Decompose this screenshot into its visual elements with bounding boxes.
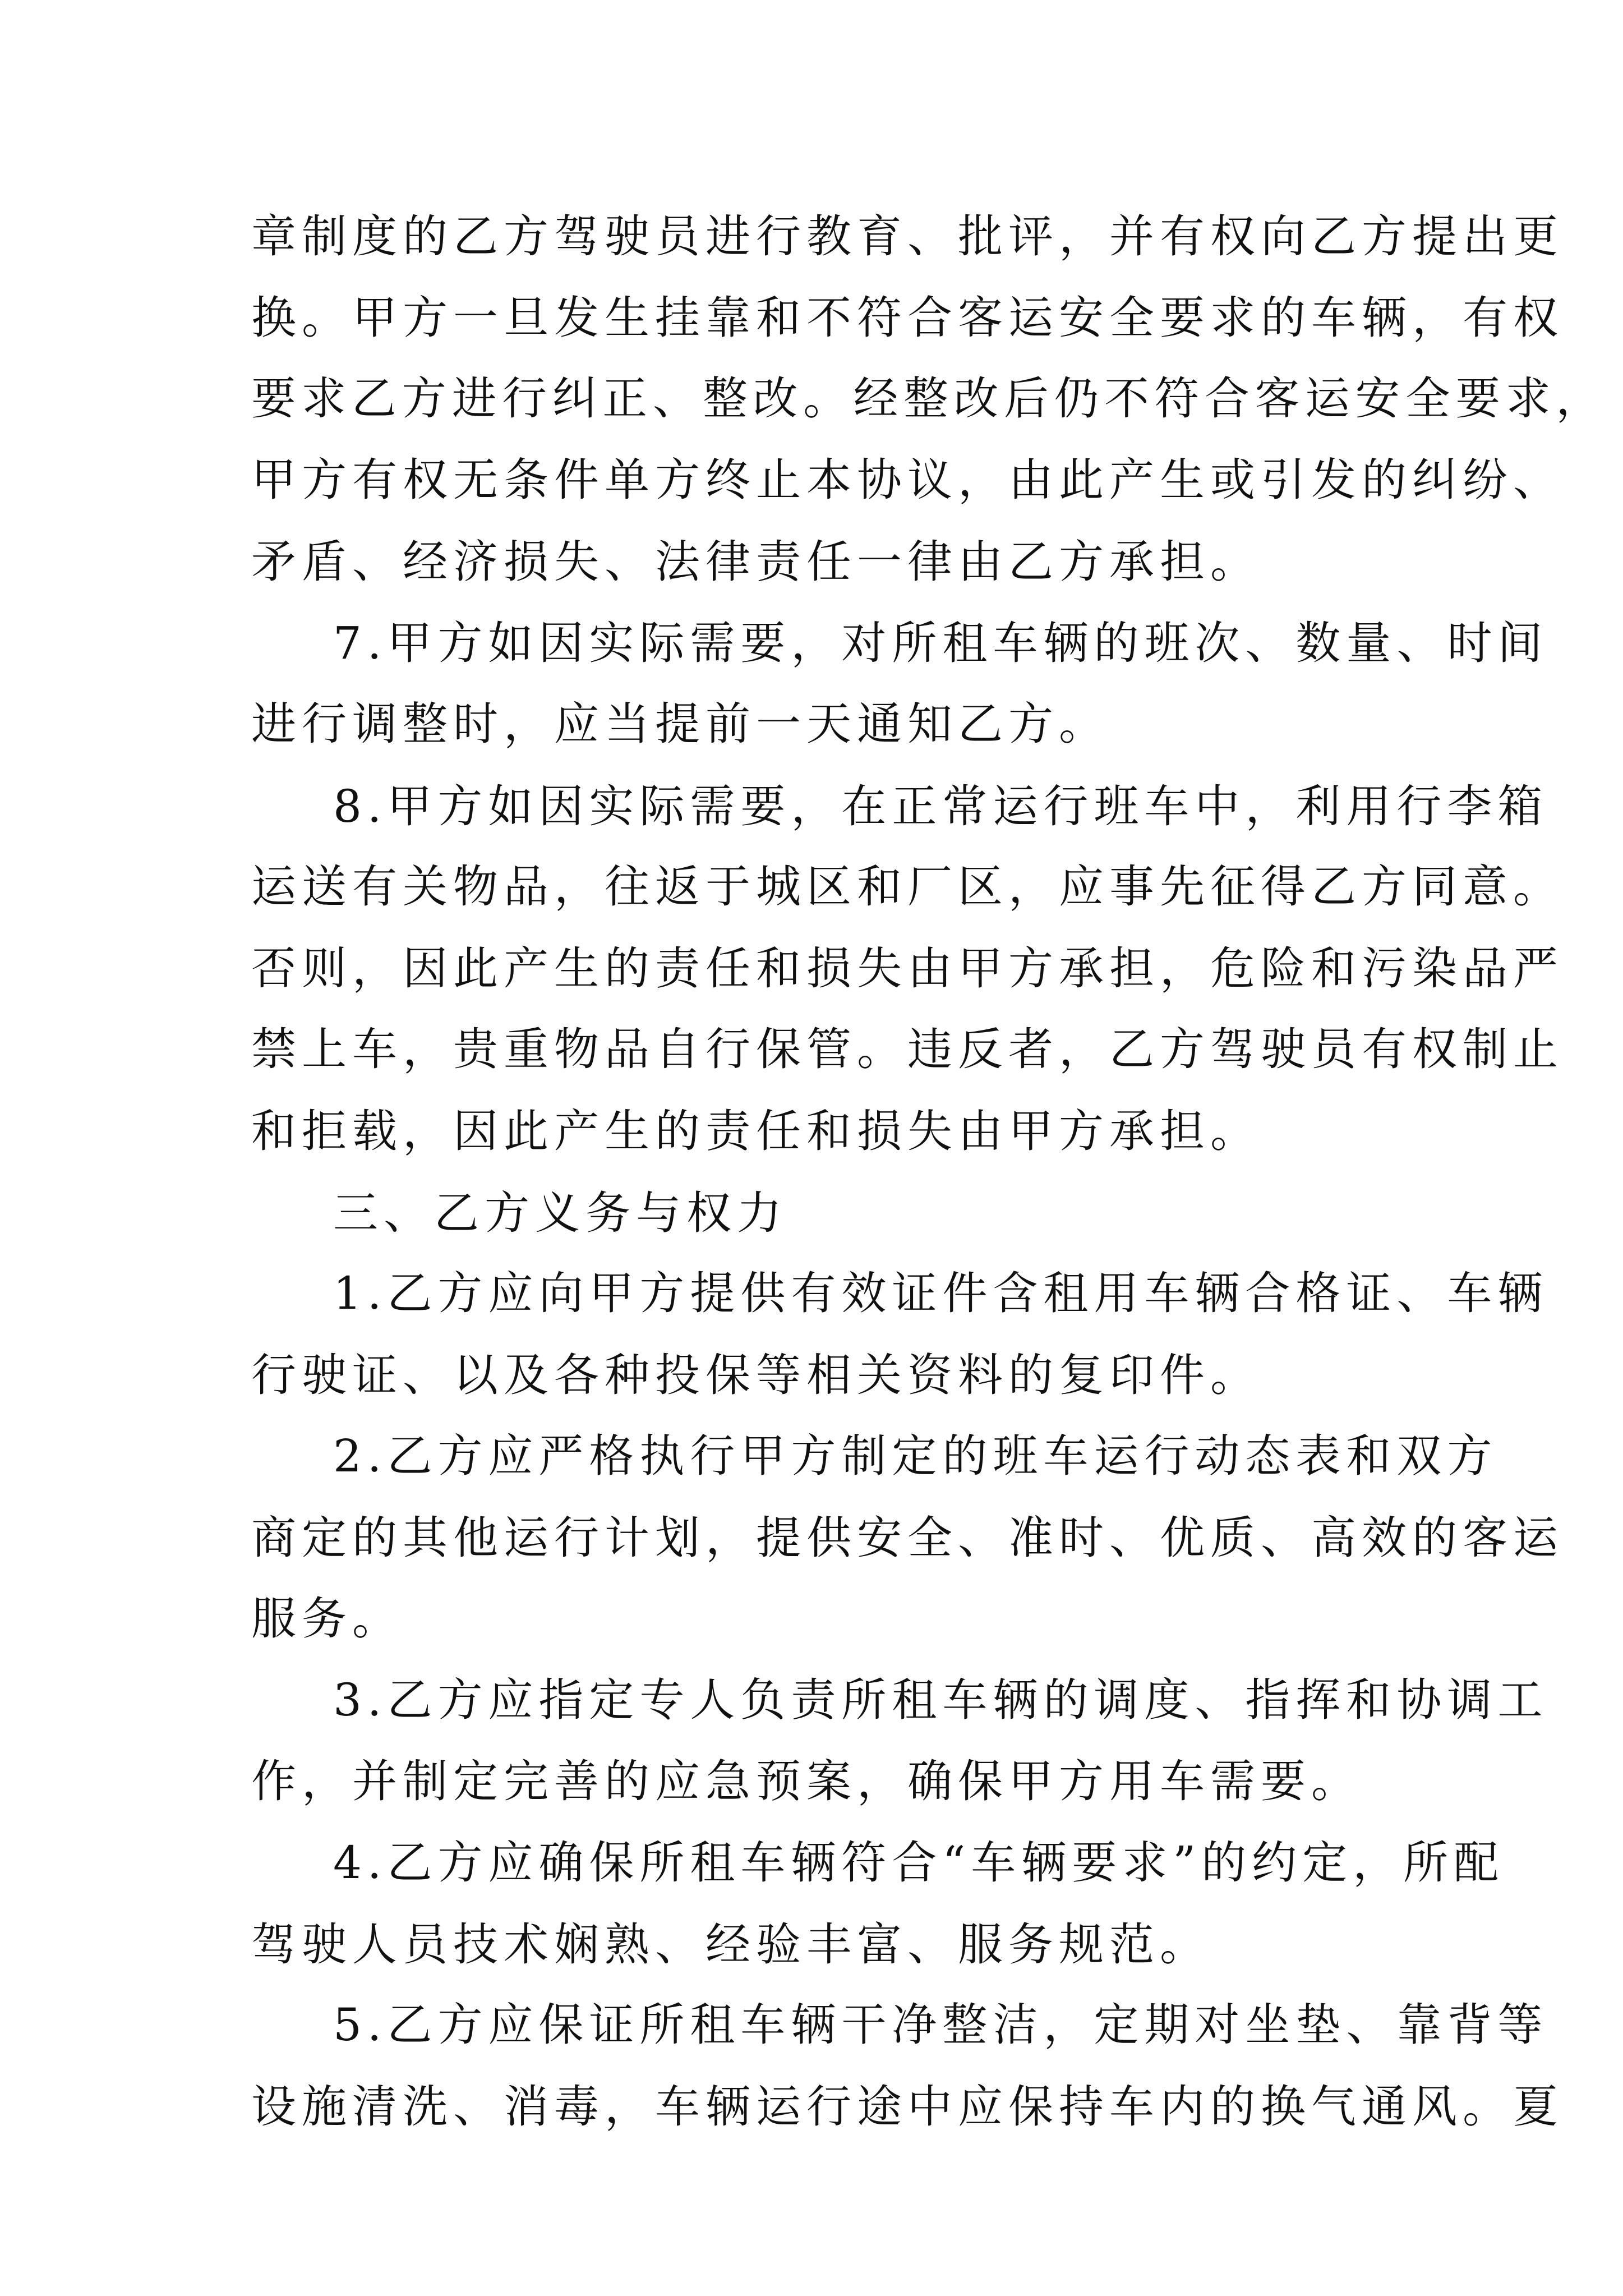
text-line: 驾驶人员技术娴熟、经验丰富、服务规范。 bbox=[251, 1918, 1210, 1971]
text-line: 换。甲方一旦发生挂靠和不符合客运安全要求的车辆，有权 bbox=[251, 292, 1564, 344]
text-line: 否则，因此产生的责任和损失由甲方承担，危险和污染品严 bbox=[251, 942, 1564, 995]
text-line: 商定的其他运行计划，提供安全、准时、优质、高效的客运 bbox=[251, 1512, 1564, 1564]
text-line: 和拒载，因此产生的责任和损失由甲方承担。 bbox=[251, 1105, 1261, 1157]
text-line: 8.甲方如因实际需要，在正常运行班车中，利用行李箱 bbox=[333, 780, 1548, 832]
text-line: 3.乙方应指定专人负责所租车辆的调度、指挥和协调工 bbox=[333, 1674, 1548, 1726]
text-line: 2.乙方应严格执行甲方制定的班车运行动态表和双方 bbox=[333, 1430, 1498, 1482]
text-line: 运送有关物品，往返于城区和厂区，应事先征得乙方同意。 bbox=[251, 861, 1564, 913]
text-line: 设施清洗、消毒，车辆运行途中应保持车内的换气通风。夏 bbox=[251, 2081, 1564, 2133]
text-line: 作，并制定完善的应急预案，确保甲方用车需要。 bbox=[251, 1755, 1362, 1807]
text-line: 1.乙方应向甲方提供有效证件含租用车辆合格证、车辆 bbox=[333, 1267, 1548, 1319]
text-line: 行驶证、以及各种投保等相关资料的复印件。 bbox=[251, 1349, 1261, 1401]
text-line: 进行调整时，应当提前一天通知乙方。 bbox=[251, 698, 1109, 750]
text-line: 章制度的乙方驾驶员进行教育、批评，并有权向乙方提出更 bbox=[251, 210, 1564, 263]
text-line: 禁上车，贵重物品自行保管。违反者，乙方驾驶员有权制止 bbox=[251, 1023, 1564, 1075]
text-line: 服务。 bbox=[251, 1593, 403, 1645]
text-line: 5.乙方应保证所租车辆干净整洁，定期对坐垫、靠背等 bbox=[333, 1999, 1548, 2051]
text-line: 矛盾、经济损失、法律责任一律由乙方承担。 bbox=[251, 536, 1261, 588]
section-heading: 三、乙方义务与权力 bbox=[333, 1187, 787, 1239]
text-line: 7.甲方如因实际需要，对所租车辆的班次、数量、时间 bbox=[333, 617, 1548, 669]
text-line: 要求乙方进行纠正、整改。经整改后仍不符合客运安全要求， bbox=[251, 372, 1606, 425]
text-line: 4.乙方应确保所租车辆符合“车辆要求”的约定，所配 bbox=[333, 1837, 1505, 1889]
text-line: 甲方有权无条件单方终止本协议，由此产生或引发的纠纷、 bbox=[251, 454, 1564, 506]
